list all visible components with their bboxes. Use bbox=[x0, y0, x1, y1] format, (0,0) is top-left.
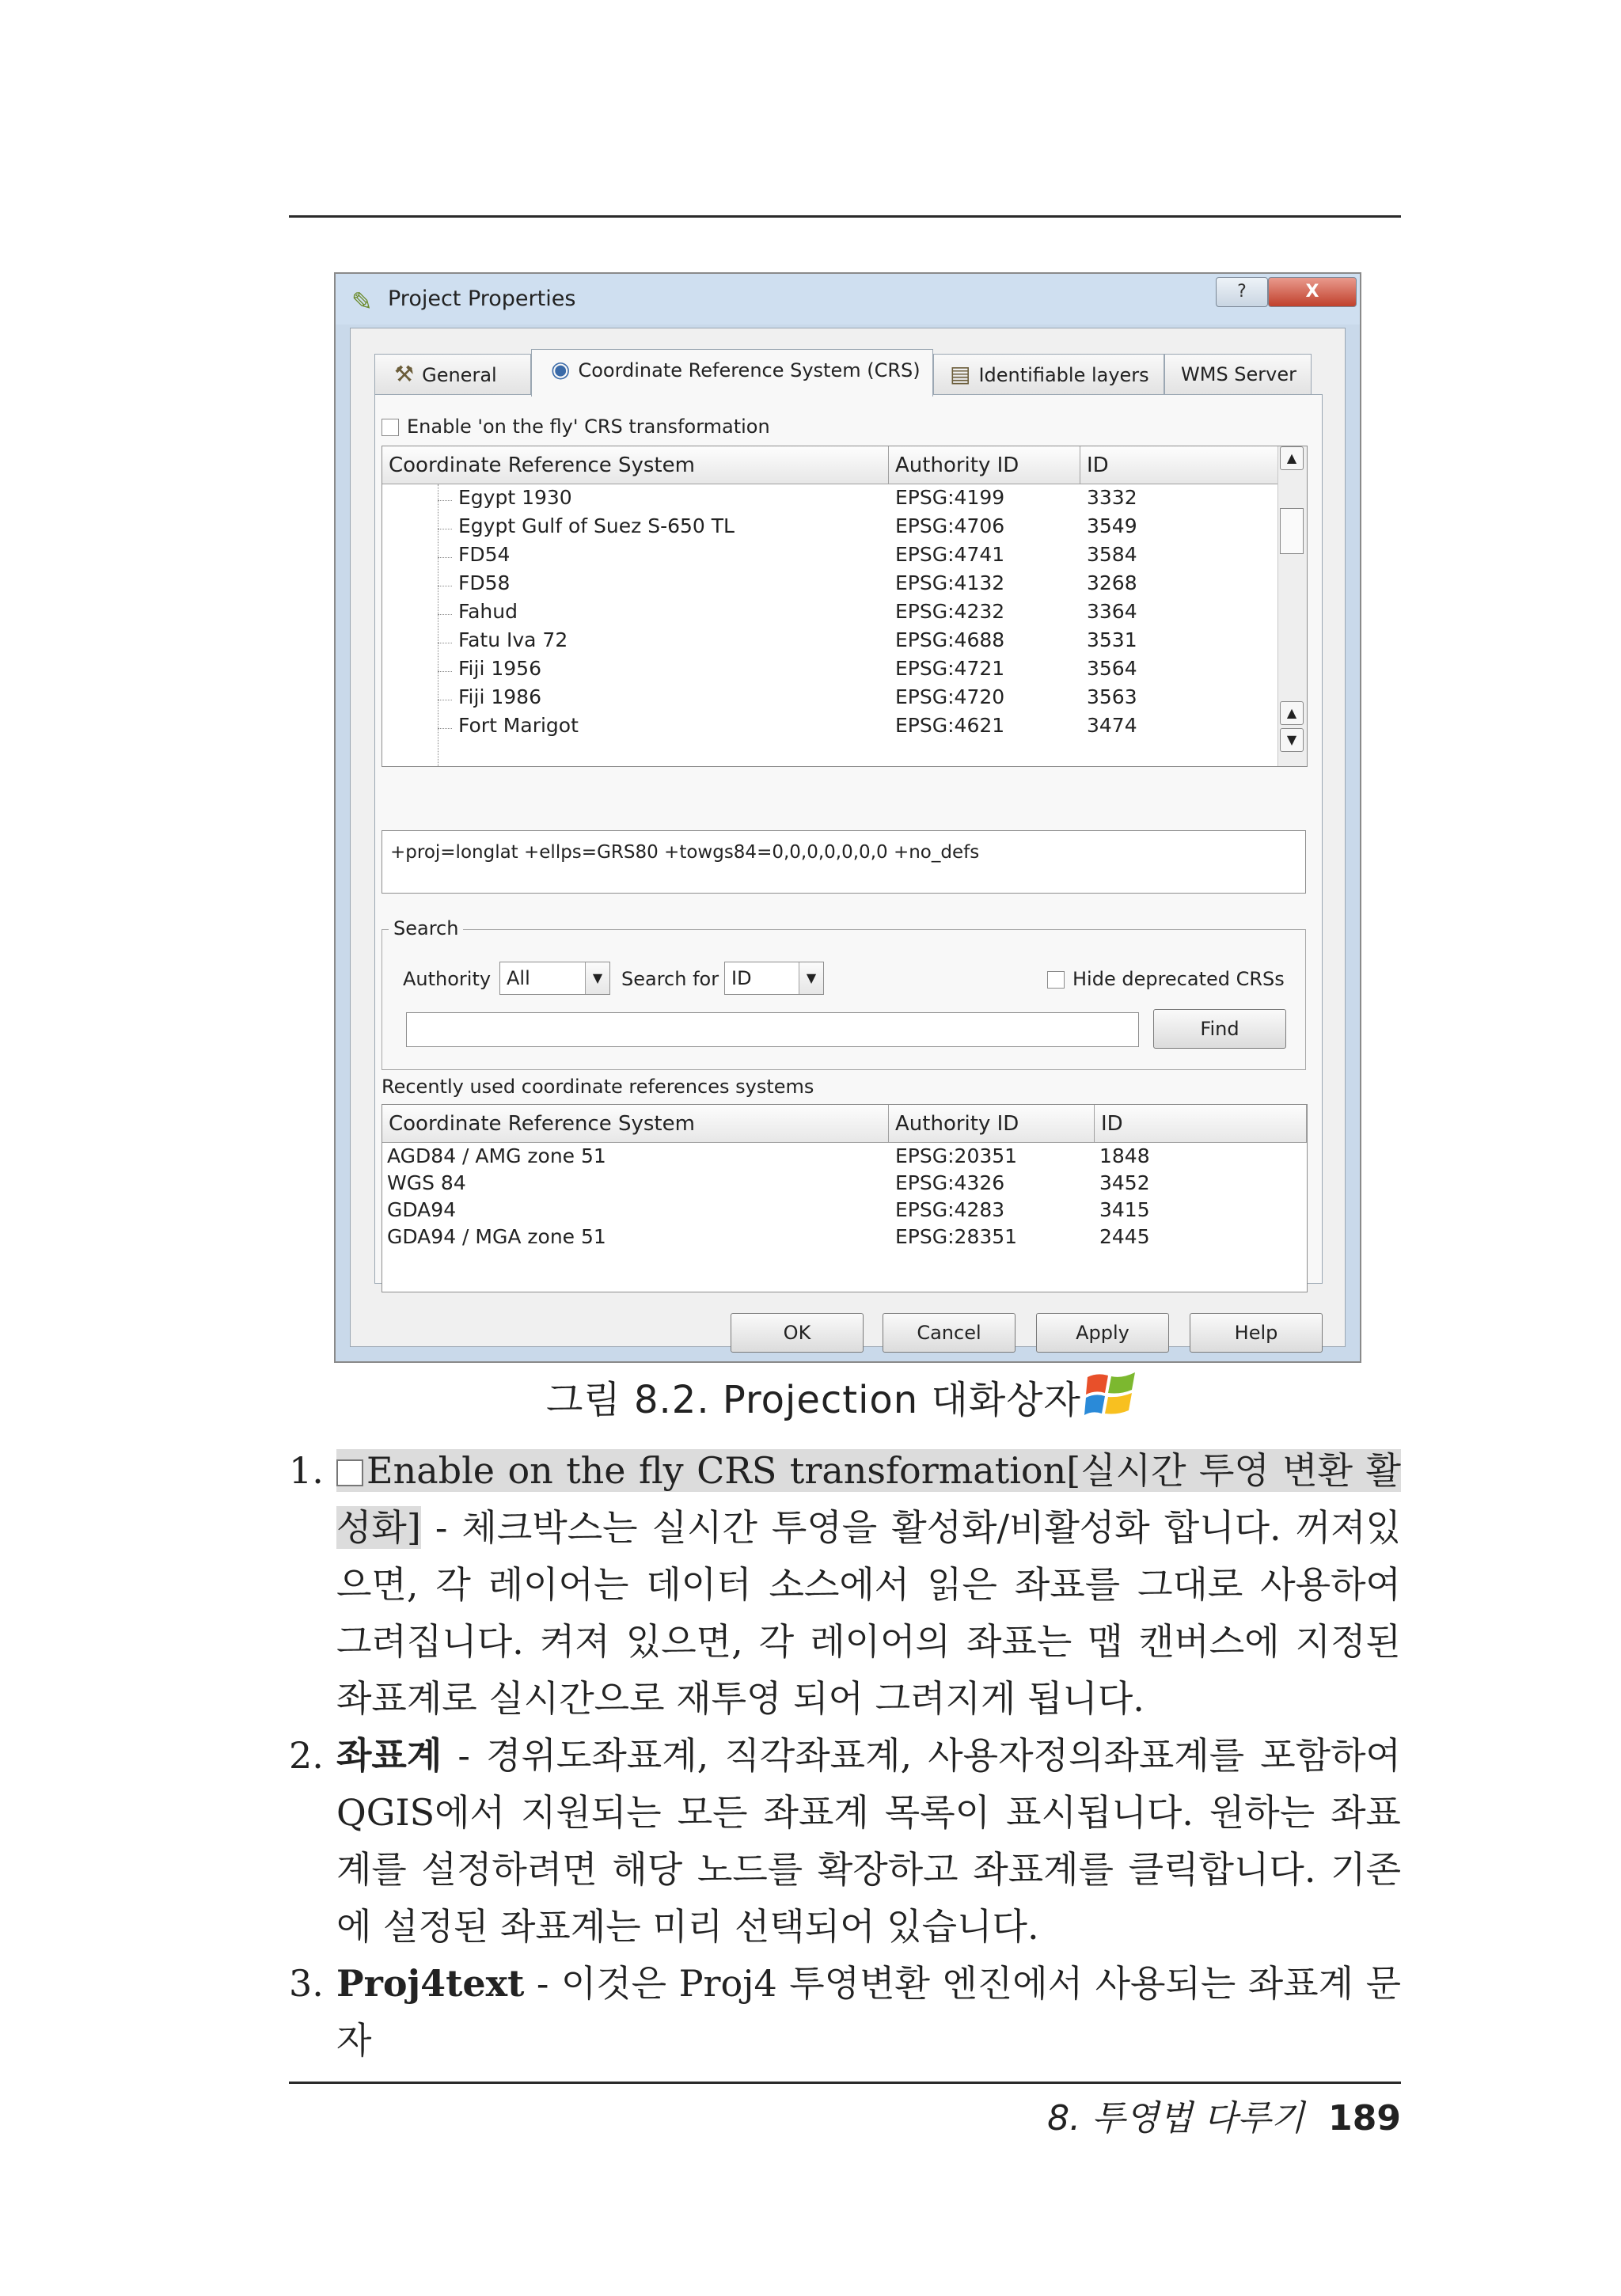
otf-checkbox[interactable] bbox=[382, 419, 399, 436]
table-row[interactable] bbox=[382, 657, 1307, 685]
close-button[interactable]: X bbox=[1268, 277, 1357, 307]
search-for-label: Search for bbox=[621, 968, 719, 990]
table-cell: EPSG:4326 bbox=[895, 1171, 1005, 1194]
search-input[interactable] bbox=[406, 1012, 1139, 1047]
table-cell: EPSG:28351 bbox=[895, 1225, 1018, 1248]
help-title-button[interactable]: ? bbox=[1216, 277, 1268, 307]
table-row[interactable] bbox=[382, 571, 1307, 600]
search-for-select[interactable]: ID ▼ bbox=[724, 962, 824, 995]
scroll-down-button[interactable]: ▼ bbox=[1280, 728, 1304, 752]
table-row[interactable] bbox=[382, 543, 1307, 571]
item-term: 좌표계 bbox=[336, 1734, 442, 1777]
cancel-button[interactable]: Cancel bbox=[883, 1313, 1015, 1353]
chevron-down-icon[interactable]: ▼ bbox=[799, 962, 823, 994]
table-cell: Fatu Iva 72 bbox=[458, 628, 568, 651]
table-cell: FD54 bbox=[458, 543, 511, 566]
table-cell: EPSG:4706 bbox=[895, 514, 1005, 537]
table-cell: EPSG:4720 bbox=[895, 685, 1005, 708]
item-text: - 경위도좌표계, 직각좌표계, 사용자정의좌표계를 포함하여 QGIS에서 지원되는 모든 좌표계 목록이 표시됩니다. 원하는 좌표계를 설정하려면 해당 노드를 확장하고 좌표계를 클릭합니다. 기존에 설정된 좌표계는 미리 선택되어 있습니다. bbox=[336, 1734, 1401, 1948]
table-cell: GDA94 / MGA zone 51 bbox=[387, 1225, 606, 1248]
recent-header-id[interactable]: ID bbox=[1095, 1105, 1307, 1143]
table-cell: 3452 bbox=[1099, 1171, 1150, 1194]
table-row[interactable] bbox=[382, 486, 1307, 514]
table-cell: FD58 bbox=[458, 571, 511, 594]
table-cell: 3531 bbox=[1087, 628, 1137, 651]
table-cell: 3549 bbox=[1087, 514, 1137, 537]
header-authority-id[interactable]: Authority ID bbox=[889, 446, 1080, 484]
chevron-down-icon[interactable]: ▼ bbox=[585, 962, 609, 994]
table-cell: Fiji 1986 bbox=[458, 685, 541, 708]
project-properties-dialog bbox=[334, 272, 1361, 1363]
table-row[interactable] bbox=[382, 1171, 1307, 1198]
top-rule bbox=[289, 215, 1401, 218]
table-cell: 3564 bbox=[1087, 657, 1137, 680]
bottom-rule bbox=[289, 2082, 1401, 2084]
item-number: 1. bbox=[289, 1449, 324, 1492]
table-cell: 3268 bbox=[1087, 571, 1137, 594]
globe-icon: ◉ bbox=[551, 356, 571, 382]
table-cell: Fort Marigot bbox=[458, 714, 579, 737]
qgis-app-icon: ✎ bbox=[351, 287, 373, 317]
authority-label: Authority bbox=[403, 968, 492, 990]
crs-scrollbar[interactable] bbox=[1277, 446, 1307, 766]
recent-label: Recently used coordinate references systems bbox=[382, 1076, 814, 1098]
table-cell: 2445 bbox=[1099, 1225, 1150, 1248]
dialog-client-area bbox=[350, 328, 1346, 1347]
table-cell: 3563 bbox=[1087, 685, 1137, 708]
table-cell: 3332 bbox=[1087, 486, 1137, 509]
table-cell: EPSG:4741 bbox=[895, 543, 1005, 566]
table-cell: EPSG:4688 bbox=[895, 628, 1005, 651]
table-cell: EPSG:20351 bbox=[895, 1144, 1018, 1167]
table-row[interactable] bbox=[382, 1225, 1307, 1252]
table-cell: Egypt 1930 bbox=[458, 486, 572, 509]
checkbox-icon bbox=[336, 1459, 363, 1486]
table-row[interactable] bbox=[382, 628, 1307, 657]
table-cell: 3364 bbox=[1087, 600, 1137, 623]
chapter-title: 8. 투영법 다루기 bbox=[1047, 2098, 1305, 2139]
recent-header-authority-id[interactable]: Authority ID bbox=[889, 1105, 1095, 1143]
highlight-text: Enable on the fly CRS transformation[실시간 투영 변환 활성화] bbox=[336, 1449, 1401, 1549]
tools-icon: ⚒ bbox=[394, 361, 415, 387]
crs-tree-table[interactable] bbox=[382, 446, 1308, 767]
search-group-title: Search bbox=[389, 917, 463, 939]
table-cell: EPSG:4199 bbox=[895, 486, 1005, 509]
table-row[interactable] bbox=[382, 600, 1307, 628]
find-button[interactable]: Find bbox=[1153, 1009, 1286, 1049]
dialog-title: Project Properties bbox=[388, 287, 576, 311]
tab-general[interactable]: ⚒ General bbox=[374, 354, 531, 395]
scroll-up-button[interactable]: ▲ bbox=[1280, 446, 1304, 470]
item-number: 2. bbox=[289, 1734, 324, 1777]
help-button[interactable]: Help bbox=[1190, 1313, 1323, 1353]
hide-deprecated-checkbox[interactable] bbox=[1047, 971, 1065, 989]
item-text: - 체크박스는 실시간 투영을 활성화/비활성화 합니다. 꺼져있으면, 각 레이어는 데이터 소스에서 읽은 좌표를 그대로 사용하여 그려집니다. 켜져 있으면, 각 레이어의 좌표는 맵 캔버스에 지정된 좌표계로 실시간으로 재투영 되어 그려지게 됩니다. bbox=[336, 1506, 1401, 1720]
table-cell: AGD84 / AMG zone 51 bbox=[387, 1144, 606, 1167]
authority-select[interactable]: All ▼ bbox=[499, 962, 610, 995]
item-text: - 이것은 Proj4 투영변환 엔진에서 사용되는 좌표계 문자 bbox=[336, 1962, 1401, 2062]
table-cell: 3474 bbox=[1087, 714, 1137, 737]
title-bar bbox=[336, 274, 1360, 324]
table-row[interactable] bbox=[382, 685, 1307, 714]
windows-logo-icon bbox=[1083, 1366, 1140, 1423]
table-cell: EPSG:4283 bbox=[895, 1198, 1005, 1221]
recent-crs-table[interactable] bbox=[382, 1104, 1308, 1292]
item-term: Proj4text bbox=[336, 1962, 525, 2005]
recent-header-crs[interactable]: Coordinate Reference System bbox=[382, 1105, 889, 1143]
proj4-text-box: +proj=longlat +ellps=GRS80 +towgs84=0,0,0,0,0,0,0 +no_defs bbox=[382, 830, 1306, 894]
table-cell: 1848 bbox=[1099, 1144, 1150, 1167]
tab-wms-server[interactable]: WMS Server bbox=[1164, 354, 1312, 395]
header-id[interactable]: ID bbox=[1080, 446, 1278, 484]
page-footer bbox=[1047, 2089, 1401, 2140]
table-cell: Fahud bbox=[458, 600, 518, 623]
table-cell: WGS 84 bbox=[387, 1171, 466, 1194]
header-crs[interactable]: Coordinate Reference System bbox=[382, 446, 889, 484]
tab-bar bbox=[374, 349, 1323, 395]
list-item-3 bbox=[289, 1955, 1401, 2069]
page-number: 189 bbox=[1328, 2098, 1401, 2139]
table-row[interactable] bbox=[382, 1144, 1307, 1171]
scroll-up-small-button[interactable]: ▲ bbox=[1280, 701, 1304, 725]
apply-button[interactable]: Apply bbox=[1036, 1313, 1169, 1353]
table-row[interactable] bbox=[382, 714, 1307, 742]
ok-button[interactable]: OK bbox=[731, 1313, 864, 1353]
list-item-1 bbox=[289, 1442, 1401, 1727]
tab-identifiable-layers[interactable]: ▤ Identifiable layers bbox=[933, 354, 1164, 395]
hide-deprecated-row[interactable]: Hide deprecated CRSs bbox=[1047, 968, 1285, 990]
table-cell: EPSG:4721 bbox=[895, 657, 1005, 680]
list-item-2 bbox=[289, 1727, 1401, 1955]
crs-panel bbox=[374, 394, 1323, 1284]
table-cell: Fiji 1956 bbox=[458, 657, 541, 680]
otf-checkbox-row[interactable]: Enable 'on the fly' CRS transformation bbox=[382, 416, 770, 438]
table-cell: 3584 bbox=[1087, 543, 1137, 566]
table-cell: 3415 bbox=[1099, 1198, 1150, 1221]
table-row[interactable] bbox=[382, 514, 1307, 543]
figure-caption: 그림 8.2. Projection 대화상자 bbox=[546, 1378, 1081, 1422]
table-cell: EPSG:4132 bbox=[895, 571, 1005, 594]
table-cell: EPSG:4621 bbox=[895, 714, 1005, 737]
item-number: 3. bbox=[289, 1962, 324, 2005]
scroll-thumb[interactable] bbox=[1280, 508, 1304, 554]
search-group bbox=[382, 917, 1306, 1070]
table-cell: Egypt Gulf of Suez S-650 TL bbox=[458, 514, 735, 537]
tab-crs[interactable]: ◉ Coordinate Reference System (CRS) bbox=[531, 349, 933, 397]
table-cell: EPSG:4232 bbox=[895, 600, 1005, 623]
layers-icon: ▤ bbox=[950, 361, 971, 387]
table-row[interactable] bbox=[382, 1198, 1307, 1225]
table-cell: GDA94 bbox=[387, 1198, 457, 1221]
